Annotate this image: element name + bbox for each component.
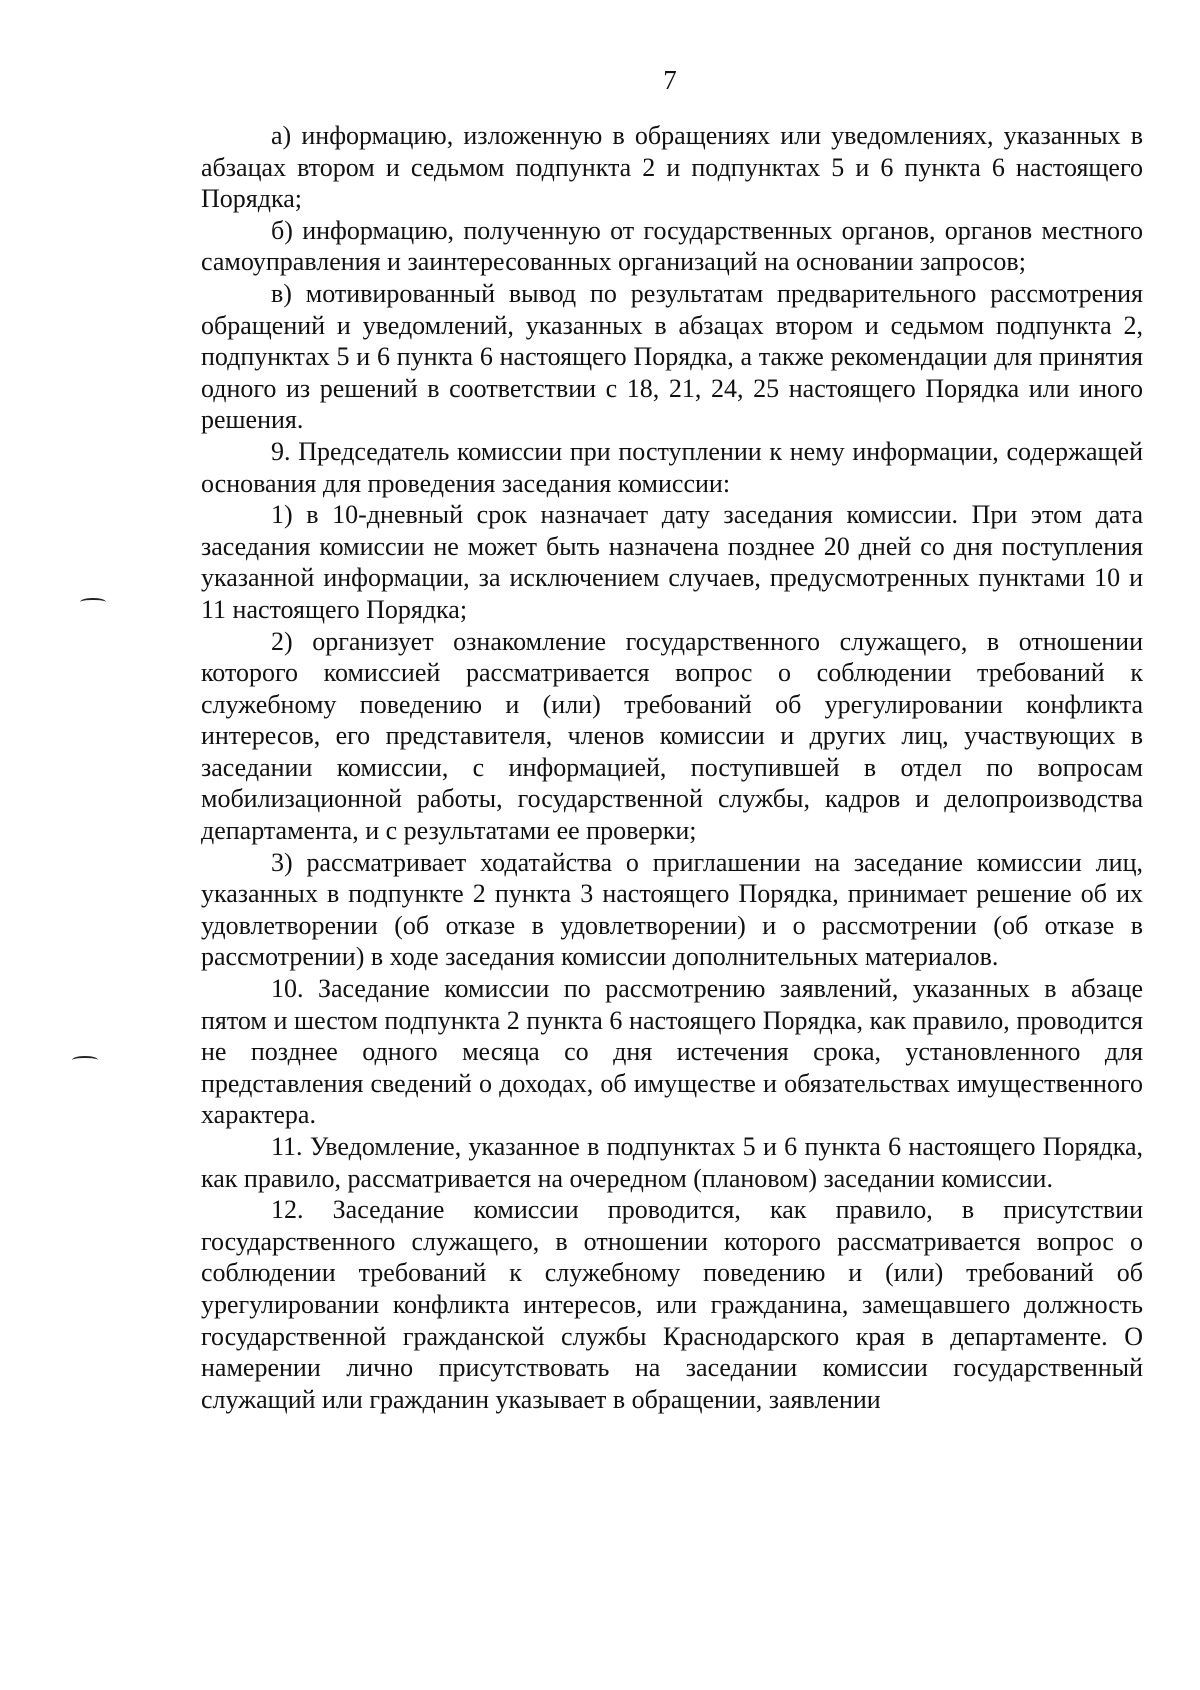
paragraph-item-11: 11. Уведомление, указанное в подпунктах 5 и 6 пункта 6 настоящего Порядка, как правило, рассматривается на очередном (плановом) заседании комиссии. — [201, 1132, 1143, 1193]
margin-pencil-mark — [80, 598, 106, 606]
paragraph-item-9-2: 2) организует ознакомление государственного служащего, в отношении которого комиссией рассматривается вопрос о соблюдении требований к служебному поведению и (или) требований об урегулировании конфликта интересов, его представителя, членов комиссии и других лиц, участвующих в заседании комиссии, с информацией, поступившей в отдел по вопросам мобилизационной работы, государственной службы, кадров и делопроизводства департамента, и с результатами ее проверки; — [201, 626, 1143, 846]
margin-pencil-mark — [72, 1056, 98, 1064]
paragraph-subitem-b: б) информацию, полученную от государственных органов, органов местного самоуправления и заинтересованных организаций на основании запросов; — [201, 215, 1143, 277]
paragraph-item-9-1: 1) в 10-дневный срок назначает дату заседания комиссии. При этом дата заседания комиссии не может быть назначена позднее 20 дней со дня поступления указанной информации, за исключением случаев, предусмотренных пунктами 10 и 11 настоящего Порядка; — [201, 500, 1143, 624]
paragraph-subitem-a: а) информацию, изложенную в обращениях или уведомлениях, указанных в абзацах втором и седьмом подпункта 2 и подпунктах 5 и 6 пункта 6 настоящего Порядка; — [201, 121, 1143, 214]
document-body — [201, 120, 1143, 1415]
paragraph-subitem-v: в) мотивированный вывод по результатам предварительного рассмотрения обращений и уведомлений, указанных в абзацах втором и седьмом подпункта 2, подпунктах 5 и 6 пункта 6 настоящего Порядка, а также рекомендации для принятия одного из решений в соответствии с 18, 21, 24, 25 настоящего Порядка или иного решения. — [201, 278, 1143, 435]
paragraph-item-10: 10. Заседание комиссии по рассмотрению заявлений, указанных в абзаце пятом и шестом подпункта 2 пункта 6 настоящего Порядка, как правило, проводится не позднее одного месяца со дня истечения срока, установленного для представления сведений о доходах, об имуществе и обязательствах имущественного характера. — [201, 974, 1143, 1130]
paragraph-item-9: 9. Председатель комиссии при поступлении к нему информации, содержащей основания для проведения заседания комиссии: — [201, 436, 1143, 498]
paragraph-item-12: 12. Заседание комиссии проводится, как правило, в присутствии государственного служащего, в отношении которого рассматривается вопрос о соблюдении требований к служебному поведению и (или) требований об урегулировании конфликта интересов, или гражданина, замещавшего должность государственной гражданской службы Краснодарского края в департаменте. О намерении лично присутствовать на заседании комиссии государственный служащий или гражданин указывает в обращении, заявлении — [201, 1195, 1143, 1414]
paragraph-item-9-3: 3) рассматривает ходатайства о приглашении на заседание комиссии лиц, указанных в подпункте 2 пункта 3 настоящего Порядка, принимает решение об их удовлетворении (об отказе в удовлетворении) и о рассмотрении (об отказе в рассмотрении) в ходе заседания комиссии дополнительных материалов. — [201, 847, 1143, 972]
page-number: 7 — [663, 65, 677, 95]
